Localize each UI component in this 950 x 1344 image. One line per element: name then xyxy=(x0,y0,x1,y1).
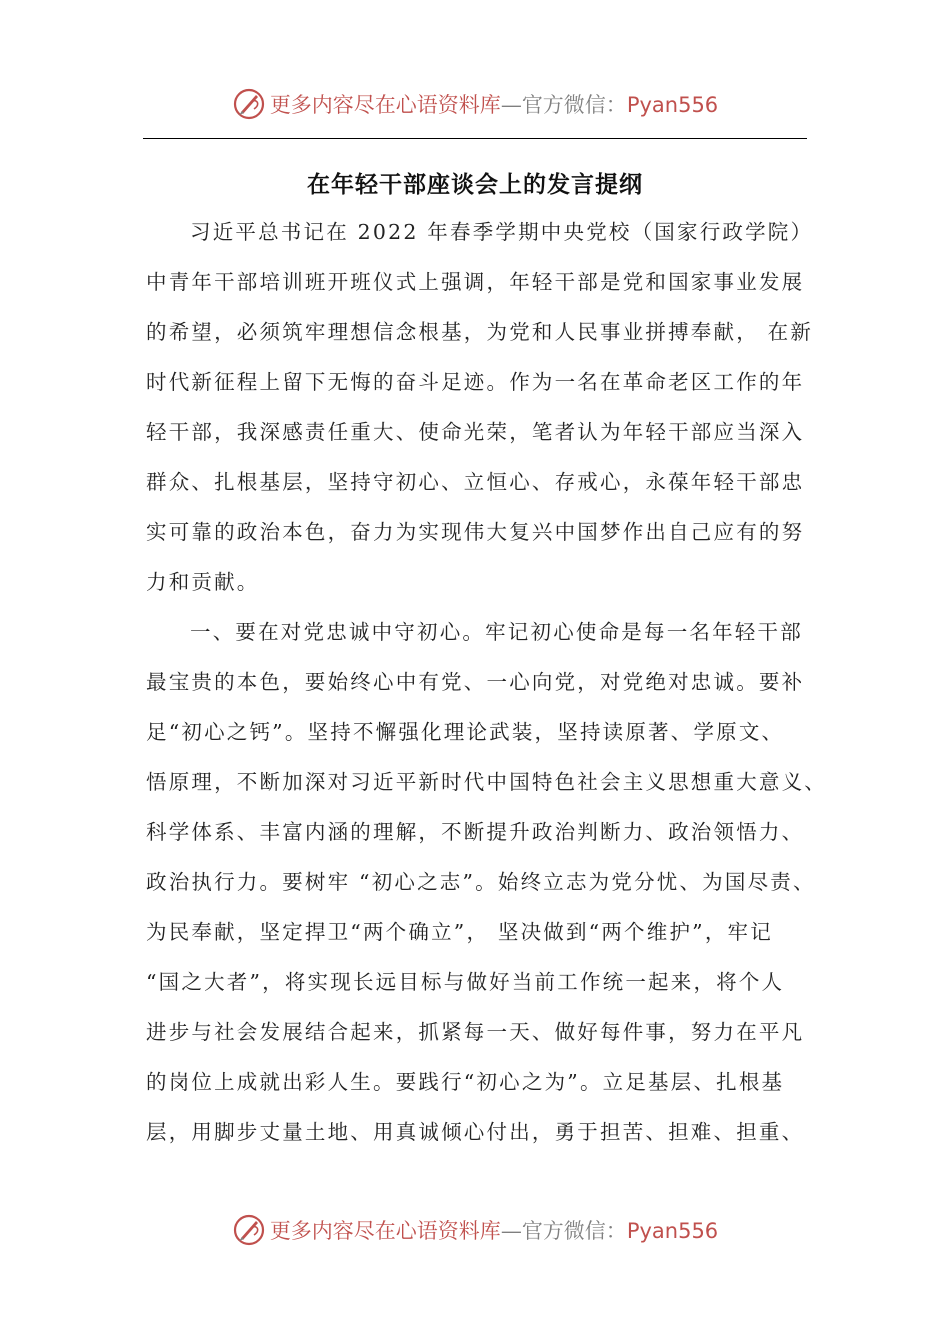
body-line: 习近平总书记在 2022 年春季学期中央党校（国家行政学院） xyxy=(190,220,814,244)
banner-text xyxy=(270,1215,718,1245)
quill-logo-icon xyxy=(232,87,266,121)
header-banner xyxy=(0,84,950,124)
banner-official-label: 官方微信： xyxy=(521,1219,627,1243)
body-line: 群众、扎根基层，坚持守初心、立恒心、存戒心，永葆年轻干部忠 xyxy=(146,470,805,494)
body-line: 科学体系、丰富内涵的理解，不断提升政治判断力、政治领悟力、 xyxy=(146,820,805,844)
body-line: 的希望，必须筑牢理想信念根基，为党和人民事业拼搏奉献， 在新 xyxy=(146,320,814,344)
body-line: 时代新征程上留下无悔的奋斗足迹。作为一名在革命老区工作的年 xyxy=(146,370,805,394)
body-line: 的岗位上成就出彩人生。要践行“初心之为”。立足基层、扎根基 xyxy=(146,1070,785,1094)
document-body xyxy=(146,207,827,1157)
banner-text xyxy=(270,89,718,119)
body-line: 悟原理，不断加深对习近平新时代中国特色社会主义思想重大意义、 xyxy=(146,770,827,794)
quill-logo-icon xyxy=(232,1213,266,1247)
body-line: 轻干部，我深感责任重大、使命光荣，笔者认为年轻干部应当深入 xyxy=(146,420,805,444)
body-line: 力和贡献。 xyxy=(146,570,260,594)
banner-main-text: 更多内容尽在心语资料库 xyxy=(269,93,501,117)
body-line: 政治执行力。要树牢 “初心之志”。始终立志为党分忧、为国尽责、 xyxy=(146,870,816,894)
banner-wechat-id: Pyan556 xyxy=(626,1219,719,1243)
banner-separator: — xyxy=(500,93,522,117)
body-line: 层，用脚步丈量土地、用真诚倾心付出，勇于担苦、担难、担重、 xyxy=(146,1120,805,1144)
body-line: 进步与社会发展结合起来，抓紧每一天、做好每件事，努力在平凡 xyxy=(146,1020,805,1044)
document-title: 在年轻干部座谈会上的发言提纲 xyxy=(307,172,643,198)
body-line: 为民奉献，坚定捍卫“两个确立”， 坚决做到“两个维护”，牢记 xyxy=(146,920,773,944)
banner-official-label: 官方微信： xyxy=(521,93,627,117)
body-line: 中青年干部培训班开班仪式上强调，年轻干部是党和国家事业发展 xyxy=(146,270,805,294)
banner-wechat-id: Pyan556 xyxy=(626,93,719,117)
header-rule xyxy=(143,138,807,139)
body-line: 足“初心之钙”。坚持不懈强化理论武装，坚持读原著、学原文、 xyxy=(146,720,785,744)
banner-separator: — xyxy=(500,1219,522,1243)
body-line: 实可靠的政治本色，奋力为实现伟大复兴中国梦作出自己应有的努 xyxy=(146,520,805,544)
banner-main-text: 更多内容尽在心语资料库 xyxy=(269,1219,501,1243)
footer-banner xyxy=(0,1210,950,1250)
body-line: 一、要在对党忠诚中守初心。牢记初心使命是每一名年轻干部 xyxy=(190,620,803,644)
body-line: 最宝贵的本色，要始终心中有党、一心向党，对党绝对忠诚。要补 xyxy=(146,670,805,694)
body-line: “国之大者”，将实现长远目标与做好当前工作统一起来，将个人 xyxy=(146,970,785,994)
